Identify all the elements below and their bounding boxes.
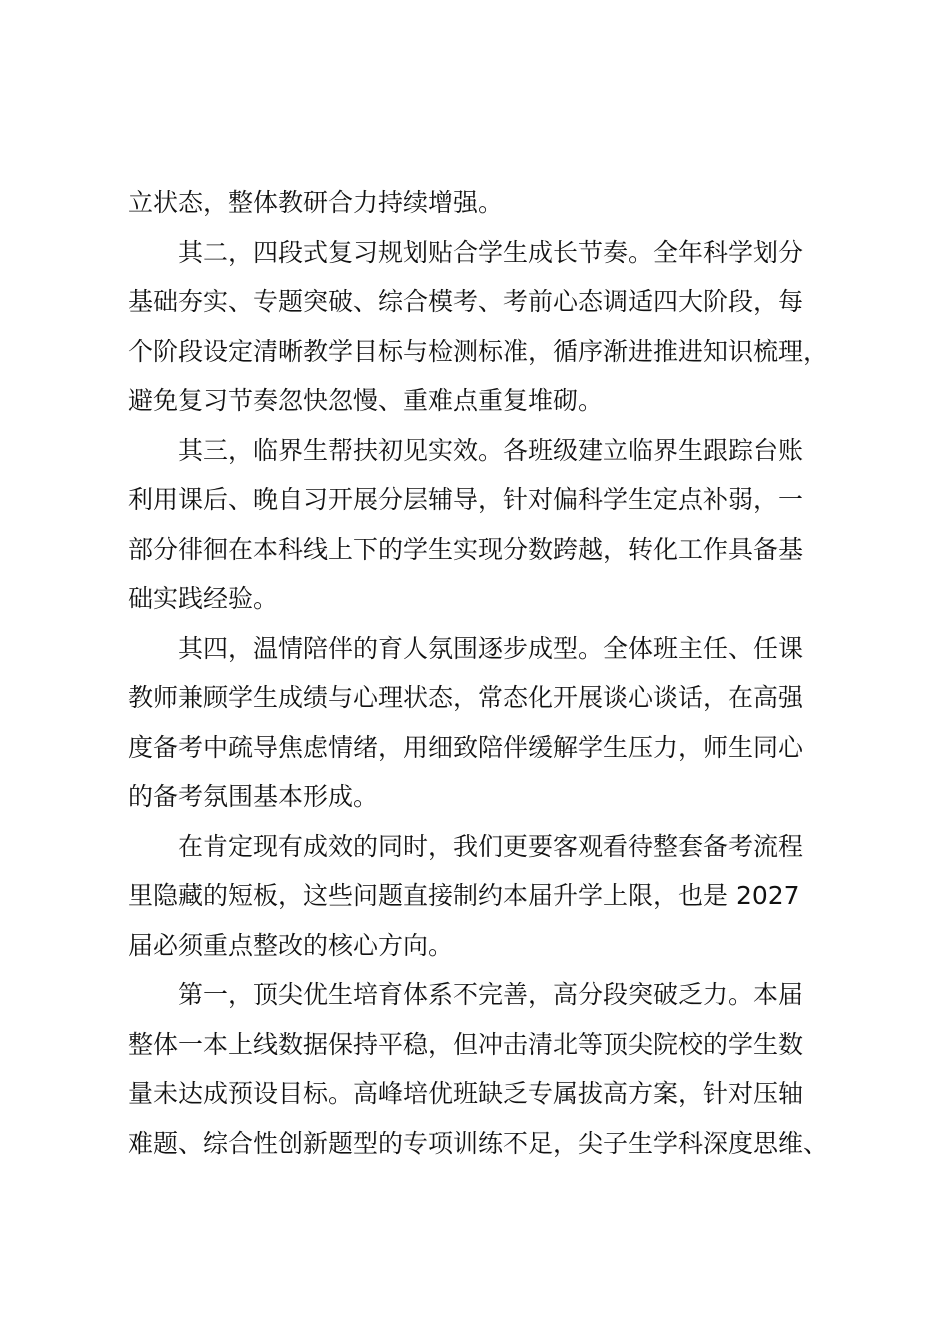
text-line: 个阶段设定清晰教学目标与检测标准，循序渐进推进知识梳理， (128, 336, 829, 366)
text-line: 整体一本上线数据保持平稳，但冲击清北等顶尖院校的学生数 (128, 1029, 804, 1059)
text-line: 利用课后、晚自习开展分层辅导，针对偏科学生定点补弱，一 (128, 485, 804, 514)
text-line: 量未达成预设目标。高峰培优班缺乏专属拔高方案，针对压轴 (128, 1079, 804, 1108)
text-line: 立状态，整体教研合力持续增强。 (128, 188, 504, 217)
text-line: 届必须重点整改的核心方向。 (128, 930, 454, 960)
text-line: 础实践经验。 (128, 584, 279, 613)
text-line: 基础夯实、专题突破、综合模考、考前心态调适四大阶段，每 (128, 287, 804, 316)
text-line: 的备考氛围基本形成。 (128, 782, 379, 811)
paragraph-start-line: 在肯定现有成效的同时，我们更要客观看待整套备考流程 (178, 831, 804, 861)
text-line: 里隐藏的短板，这些问题直接制约本届升学上限，也是 2027 (128, 881, 800, 910)
text-line: 度备考中疏导焦虑情绪，用细致陪伴缓解学生压力，师生同心 (128, 732, 804, 762)
text-line: 难题、综合性创新题型的专项训练不足，尖子生学科深度思维、 (128, 1128, 829, 1158)
text-line: 教师兼顾学生成绩与心理状态，常态化开展谈心谈话，在高强 (128, 683, 804, 712)
paragraph-start-line: 其三，临界生帮扶初见实效。各班级建立临界生跟踪台账 (178, 435, 804, 465)
text-line: 避免复习节奏忽快忽慢、重难点重复堆砌。 (128, 386, 604, 415)
text-line: 部分徘徊在本科线上下的学生实现分数跨越，转化工作具备基 (128, 534, 804, 564)
paragraph-start-line: 第一，顶尖优生培育体系不完善，高分段突破乏力。本届 (178, 980, 804, 1009)
paragraph-start-line: 其二，四段式复习规划贴合学生成长节奏。全年科学划分 (178, 237, 804, 267)
body-text (128, 178, 848, 1168)
paragraph-start-line: 其四，温情陪伴的育人氛围逐步成型。全体班主任、任课 (178, 633, 804, 663)
